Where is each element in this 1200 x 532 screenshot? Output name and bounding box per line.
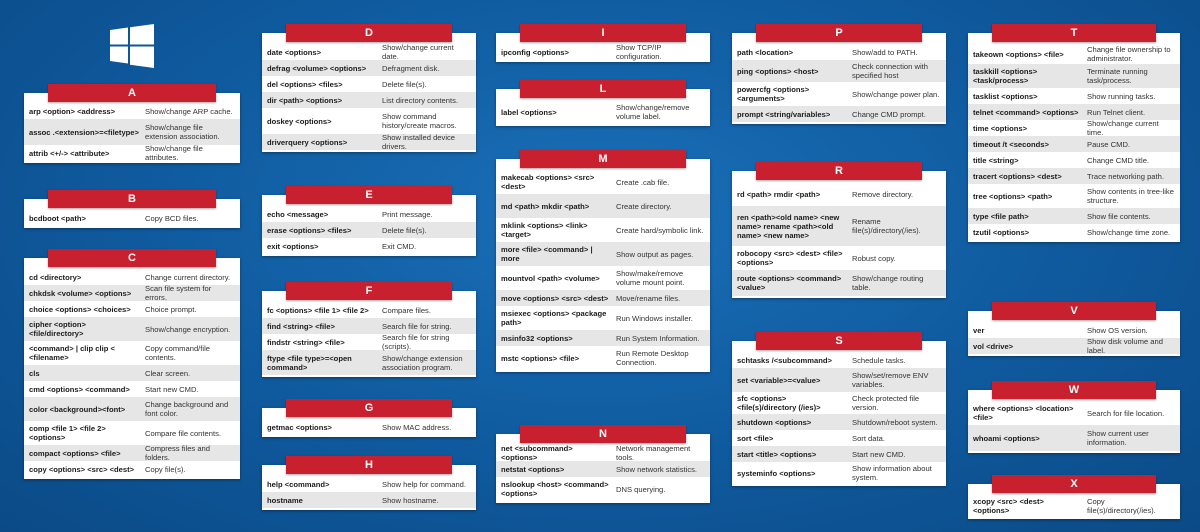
command-name: help <command>	[267, 479, 330, 489]
command-description: Search for file location.	[1087, 408, 1165, 418]
section-l	[496, 80, 710, 126]
command-name: systeminfo <options>	[737, 468, 816, 478]
command-name: more <file> <command> | more	[501, 245, 593, 263]
section-header: W	[992, 381, 1156, 399]
section-header: S	[756, 332, 922, 350]
command-row	[262, 92, 476, 108]
command-row	[496, 170, 710, 194]
command-name: assoc .<extension>=<filetype>	[29, 127, 139, 137]
command-description: Show information about system.	[852, 464, 932, 482]
command-name: shutdown <options>	[737, 417, 812, 427]
command-row	[732, 368, 946, 392]
command-description: Show command history/create macros.	[382, 112, 457, 130]
command-row	[732, 60, 946, 82]
command-name: driverquery <options>	[267, 137, 348, 147]
command-row	[24, 381, 240, 397]
command-row	[24, 317, 240, 341]
command-description: Search file for string (scripts).	[382, 333, 450, 351]
command-name: fc <options> <file 1> <file 2>	[267, 305, 369, 315]
command-description: Clear screen.	[145, 368, 191, 378]
command-row	[968, 338, 1180, 354]
command-name: compact <options> <file>	[29, 448, 121, 458]
command-name: whoami <options>	[973, 433, 1040, 443]
command-name: mountvol <path> <volume>	[501, 273, 600, 283]
command-row	[968, 168, 1180, 184]
command-description: Show/change file extension association.	[145, 123, 220, 141]
command-name: robocopy <src> <dest> <file> <options>	[737, 249, 843, 267]
section-header: L	[520, 80, 686, 98]
command-row	[732, 246, 946, 270]
command-row	[262, 492, 476, 508]
command-name: cd <directory>	[29, 272, 82, 282]
command-name: time <options>	[973, 123, 1028, 133]
command-row	[262, 350, 476, 375]
command-list	[496, 44, 710, 62]
section-header: E	[286, 186, 452, 204]
command-row	[732, 392, 946, 414]
command-row	[496, 194, 710, 218]
command-row	[496, 100, 710, 124]
section-header: C	[48, 249, 216, 267]
section-g	[262, 399, 476, 437]
command-row	[968, 44, 1180, 64]
command-row	[968, 401, 1180, 425]
command-row	[968, 224, 1180, 240]
command-description: Show/change extension association program.	[382, 353, 463, 372]
command-name: cipher <option> <file/directory>	[29, 320, 86, 338]
command-row	[496, 477, 710, 501]
command-row	[262, 476, 476, 492]
command-description: Copy BCD files.	[145, 213, 199, 223]
command-name: date <options>	[267, 47, 322, 57]
command-description: Show network statistics.	[616, 464, 698, 474]
command-description: Run System Information.	[616, 333, 700, 343]
command-name: title <string>	[973, 155, 1019, 165]
command-name: dir <path> <options>	[267, 95, 343, 105]
command-row	[732, 182, 946, 206]
command-row	[968, 104, 1180, 120]
command-list	[24, 269, 240, 479]
command-description: Scan file system for errors.	[145, 284, 212, 302]
section-h	[262, 456, 476, 510]
command-list	[496, 100, 710, 126]
command-description: Pause CMD.	[1087, 139, 1131, 149]
command-row	[262, 419, 476, 435]
command-name: doskey <options>	[267, 116, 332, 126]
command-name: msiexec <options> <package path>	[501, 309, 607, 327]
command-description: Run Telnet client.	[1087, 107, 1146, 117]
command-list	[968, 401, 1180, 453]
command-row	[24, 104, 240, 119]
command-list	[262, 302, 476, 377]
command-description: Compress files and folders.	[145, 444, 210, 462]
section-header: F	[286, 282, 452, 300]
command-description: Rename file(s)/directory(/ies).	[852, 217, 921, 235]
command-description: List directory contents.	[382, 95, 458, 105]
command-row	[24, 445, 240, 461]
section-header: V	[992, 302, 1156, 320]
command-name: timeout /t <seconds>	[973, 139, 1049, 149]
command-name: label <options>	[501, 107, 557, 117]
section-m	[496, 150, 710, 372]
section-header: I	[520, 24, 686, 42]
section-i	[496, 24, 710, 62]
command-row	[732, 206, 946, 246]
command-description: Choice prompt.	[145, 304, 197, 314]
command-name: erase <options> <files>	[267, 225, 352, 235]
command-list	[24, 104, 240, 163]
command-name: mklink <options> <link> <target>	[501, 221, 588, 239]
section-p	[732, 24, 946, 124]
command-description: Show MAC address.	[382, 422, 452, 432]
command-description: Robust copy.	[852, 253, 896, 263]
command-row	[732, 270, 946, 296]
command-description: Change current directory.	[145, 272, 231, 282]
command-name: ipconfig <options>	[501, 47, 569, 57]
command-description: Copy command/file contents.	[145, 344, 210, 362]
command-description: Compare files.	[382, 305, 431, 315]
command-name: tracert <options> <dest>	[973, 171, 1062, 181]
command-row	[262, 334, 476, 350]
command-name: type <file path>	[973, 211, 1029, 221]
command-name: defrag <volume> <options>	[267, 63, 367, 73]
command-list	[262, 206, 476, 256]
command-row	[496, 306, 710, 330]
command-row	[24, 301, 240, 317]
section-header: R	[756, 162, 922, 180]
command-row	[24, 210, 240, 226]
command-description: Create hard/symbolic link.	[616, 225, 704, 235]
command-row	[24, 269, 240, 285]
command-name: move <options> <src> <dest>	[501, 293, 609, 303]
command-description: Show OS version.	[1087, 325, 1148, 335]
command-row	[262, 44, 476, 60]
command-description: Shutdown/reboot system.	[852, 417, 938, 427]
command-description: Show contents in tree-like structure.	[1087, 187, 1174, 205]
command-row	[24, 285, 240, 301]
command-row	[496, 346, 710, 370]
command-row	[732, 430, 946, 446]
command-name: color <background><font>	[29, 404, 126, 414]
command-name: taskkill <options> <task/process>	[973, 67, 1038, 85]
command-row	[262, 76, 476, 92]
command-description: Run Remote Desktop Connection.	[616, 349, 689, 367]
section-header: T	[992, 24, 1156, 42]
command-description: Show current user information.	[1087, 429, 1149, 447]
command-row	[968, 322, 1180, 338]
command-row	[24, 119, 240, 145]
command-description: Start new CMD.	[852, 449, 906, 459]
section-header: X	[992, 475, 1156, 493]
command-description: Check protected file version.	[852, 394, 920, 412]
command-row	[24, 397, 240, 421]
command-name: ping <options> <host>	[737, 66, 819, 76]
command-name: nslookup <host> <command> <options>	[501, 480, 609, 498]
command-name: vol <drive>	[973, 341, 1014, 351]
command-name: getmac <options>	[267, 422, 332, 432]
command-list	[24, 210, 240, 228]
command-row	[968, 208, 1180, 224]
command-row	[732, 352, 946, 368]
command-name: tasklist <options>	[973, 91, 1038, 101]
section-f	[262, 282, 476, 377]
command-row	[24, 421, 240, 445]
command-description: Show TCP/IP configuration.	[616, 43, 662, 61]
command-name: md <path> mkdir <path>	[501, 201, 590, 211]
section-s	[732, 332, 946, 486]
command-row	[732, 82, 946, 106]
command-description: Move/rename files.	[616, 293, 681, 303]
command-row	[968, 184, 1180, 208]
section-x	[968, 475, 1180, 519]
command-row	[262, 134, 476, 150]
command-row	[24, 341, 240, 365]
command-name: route <options> <command> <value>	[737, 274, 842, 292]
command-row	[968, 152, 1180, 168]
command-description: Show file contents.	[1087, 211, 1151, 221]
command-name: attrib <+/-> <attribute>	[29, 148, 110, 158]
command-row	[262, 108, 476, 134]
command-description: Print message.	[382, 209, 433, 219]
command-name: schtasks /<subcommand>	[737, 355, 832, 365]
command-name: find <string> <file>	[267, 321, 335, 331]
command-name: exit <options>	[267, 241, 319, 251]
command-row	[968, 64, 1180, 88]
command-row	[732, 106, 946, 122]
section-header: P	[756, 24, 922, 42]
command-description: Show/make/remove volume mount point.	[616, 269, 685, 287]
windows-logo-icon	[110, 24, 154, 68]
command-description: Delete file(s).	[382, 225, 427, 235]
command-description: Show hostname.	[382, 495, 439, 505]
command-name: echo <message>	[267, 209, 329, 219]
command-description: Defragment disk.	[382, 63, 440, 73]
command-description: Show/change routing table.	[852, 274, 924, 292]
command-row	[496, 461, 710, 477]
command-list	[262, 476, 476, 510]
command-description: Show/change encryption.	[145, 324, 231, 334]
command-name: sfc <options> <file(s)/directory (/ies)>	[737, 394, 821, 412]
command-description: Copy file(s)/directory(/ies).	[1087, 497, 1156, 515]
command-description: Show/change time zone.	[1087, 227, 1171, 237]
command-row	[968, 495, 1180, 517]
command-row	[24, 365, 240, 381]
command-description: DNS querying.	[616, 484, 666, 494]
command-description: Delete file(s).	[382, 79, 427, 89]
command-row	[262, 60, 476, 76]
command-name: del <options> <files>	[267, 79, 343, 89]
command-list	[732, 44, 946, 124]
command-description: Terminate running task/process.	[1087, 67, 1148, 85]
command-list	[262, 44, 476, 152]
command-name: chkdsk <volume> <options>	[29, 288, 132, 298]
command-row	[732, 446, 946, 462]
section-b	[24, 190, 240, 228]
command-row	[496, 218, 710, 242]
command-name: ver	[973, 325, 985, 335]
command-name: takeown <options> <file>	[973, 49, 1064, 59]
command-name: ren <path><old name> <new name> rename <path><old name> <new name>	[737, 212, 840, 240]
command-description: Show output as pages.	[616, 249, 694, 259]
command-row	[262, 222, 476, 238]
command-description: Exit CMD.	[382, 241, 417, 251]
command-description: Sort data.	[852, 433, 885, 443]
command-description: Change background and font color.	[145, 400, 229, 418]
command-description: Change file ownership to administrator.	[1087, 45, 1171, 63]
command-description: Show/change current date.	[382, 43, 454, 61]
section-e	[262, 186, 476, 256]
command-description: Network management tools.	[616, 444, 691, 462]
command-name: hostname	[267, 495, 303, 505]
section-t	[968, 24, 1180, 242]
command-name: <command> | clip clip < <filename>	[29, 344, 115, 362]
section-c	[24, 249, 240, 479]
command-row	[262, 302, 476, 318]
command-name: mstc <options> <file>	[501, 353, 580, 363]
command-description: Run Windows installer.	[616, 313, 693, 323]
command-name: findstr <string> <file>	[267, 337, 345, 347]
command-description: Show/change/remove volume label.	[616, 103, 690, 121]
command-row	[496, 44, 710, 60]
command-name: bcdboot <path>	[29, 213, 86, 223]
command-name: copy <options> <src> <dest>	[29, 464, 135, 474]
command-list	[968, 322, 1180, 356]
command-row	[732, 414, 946, 430]
command-list	[968, 44, 1180, 242]
command-name: makecab <options> <src> <dest>	[501, 173, 595, 191]
command-name: set <variable>=<value>	[737, 375, 821, 385]
section-r	[732, 162, 946, 298]
section-header: A	[48, 84, 216, 102]
command-description: Create directory.	[616, 201, 672, 211]
command-name: net <subcommand> <options>	[501, 444, 573, 462]
command-description: Show installed device drivers.	[382, 133, 456, 151]
command-name: cmd <options> <command>	[29, 384, 130, 394]
command-description: Remove directory.	[852, 189, 914, 199]
command-row	[496, 445, 710, 461]
command-description: Show/change power plan.	[852, 89, 940, 99]
section-header: D	[286, 24, 452, 42]
command-description: Schedule tasks.	[852, 355, 906, 365]
command-name: sort <file>	[737, 433, 774, 443]
command-row	[968, 425, 1180, 451]
command-list	[732, 352, 946, 486]
command-list	[262, 419, 476, 437]
command-name: where <options> <location> <file>	[973, 404, 1074, 422]
command-description: Search file for string.	[382, 321, 452, 331]
section-d	[262, 24, 476, 152]
command-name: ftype <file type>=<open command>	[267, 353, 352, 372]
command-list	[968, 495, 1180, 519]
command-name: rd <path> rmdir <path>	[737, 189, 821, 199]
command-name: tree <options> <path>	[973, 191, 1053, 201]
command-name: comp <file 1> <file 2> <options>	[29, 424, 106, 442]
section-header: G	[286, 399, 452, 417]
command-description: Show running tasks.	[1087, 91, 1156, 101]
section-a	[24, 84, 240, 163]
command-list	[732, 182, 946, 298]
command-description: Compare file contents.	[145, 428, 221, 438]
command-row	[732, 462, 946, 484]
command-row	[24, 145, 240, 161]
command-row	[968, 120, 1180, 136]
command-row	[968, 136, 1180, 152]
section-n	[496, 425, 710, 503]
command-description: Start new CMD.	[145, 384, 199, 394]
command-description: Change CMD prompt.	[852, 109, 926, 119]
section-w	[968, 381, 1180, 453]
command-row	[262, 206, 476, 222]
command-row	[24, 461, 240, 477]
section-header: B	[48, 190, 216, 208]
command-name: telnet <command> <options>	[973, 107, 1079, 117]
command-description: Trace networking path.	[1087, 171, 1164, 181]
command-name: choice <options> <choices>	[29, 304, 131, 314]
command-description: Show/add to PATH.	[852, 47, 918, 57]
command-list	[496, 170, 710, 372]
command-name: tzutil <options>	[973, 227, 1030, 237]
command-description: Show help for command.	[382, 479, 466, 489]
command-name: arp <option> <address>	[29, 107, 116, 116]
section-v	[968, 302, 1180, 356]
section-header: H	[286, 456, 452, 474]
command-name: powercfg <options> <arguments>	[737, 85, 810, 103]
command-description: Check connection with specified host	[852, 62, 928, 80]
command-row	[262, 238, 476, 254]
command-name: start <title> <options>	[737, 449, 817, 459]
section-header: N	[520, 425, 686, 443]
command-description: Copy file(s).	[145, 464, 186, 474]
command-name: path <location>	[737, 47, 794, 57]
command-row	[968, 88, 1180, 104]
command-name: netstat <options>	[501, 464, 565, 474]
command-name: cls	[29, 368, 40, 378]
command-row	[496, 290, 710, 306]
command-row	[732, 44, 946, 60]
command-description: Show/change current time.	[1087, 119, 1159, 137]
command-name: msinfo32 <options>	[501, 333, 573, 343]
command-name: xcopy <src> <dest> <options>	[973, 497, 1044, 515]
command-row	[496, 330, 710, 346]
command-description: Show/change file attributes.	[145, 144, 203, 162]
command-description: Show/change ARP cache.	[145, 107, 233, 116]
command-description: Show disk volume and label.	[1087, 337, 1163, 355]
command-list	[496, 445, 710, 503]
command-row	[496, 242, 710, 266]
command-description: Create .cab file.	[616, 177, 670, 187]
command-name: prompt <string/variables>	[737, 109, 831, 119]
command-description: Change CMD title.	[1087, 155, 1150, 165]
command-description: Show/set/remove ENV variables.	[852, 371, 929, 389]
command-row	[262, 318, 476, 334]
section-header: M	[520, 150, 686, 168]
command-row	[496, 266, 710, 290]
